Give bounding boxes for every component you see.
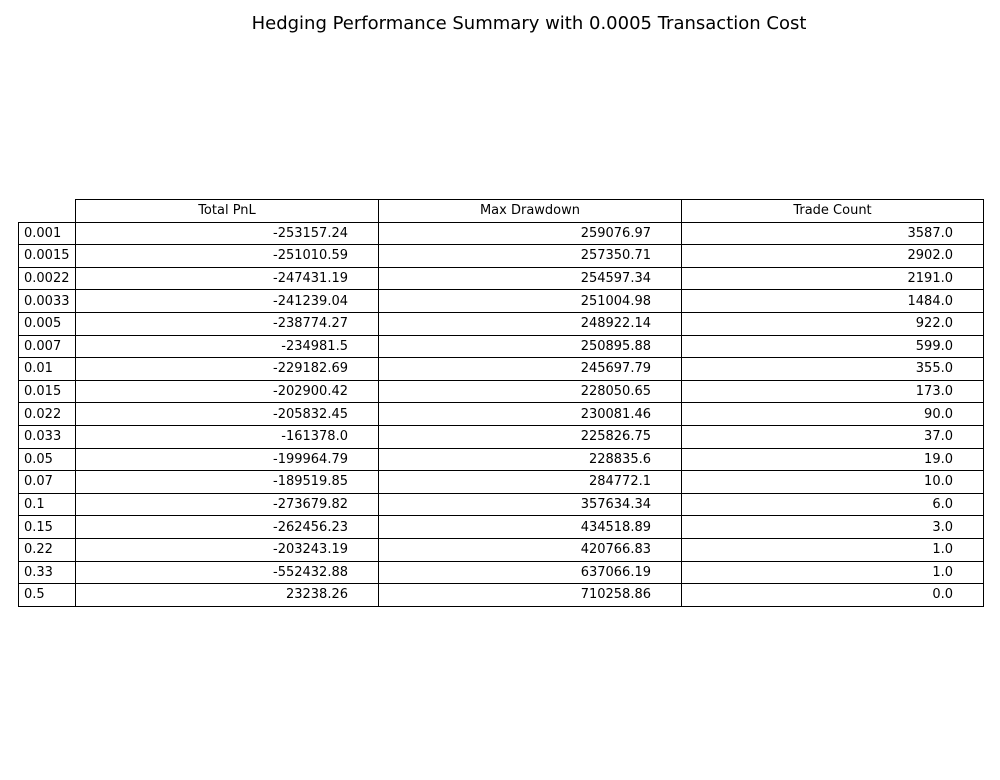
cell-max-drawdown: 257350.71 <box>379 245 682 268</box>
cell-total-pnl: -247431.19 <box>76 267 379 290</box>
cell-total-pnl: -205832.45 <box>76 403 379 426</box>
table-row <box>19 561 984 584</box>
cell-max-drawdown: 434518.89 <box>379 516 682 539</box>
cell-total-pnl: -189519.85 <box>76 471 379 494</box>
row-label: 0.5 <box>19 584 76 607</box>
cell-total-pnl: -203243.19 <box>76 538 379 561</box>
row-label: 0.15 <box>19 516 76 539</box>
table-row <box>19 245 984 268</box>
cell-trade-count: 1484.0 <box>682 290 984 313</box>
cell-trade-count: 2902.0 <box>682 245 984 268</box>
row-label: 0.0015 <box>19 245 76 268</box>
column-header-max-drawdown: Max Drawdown <box>379 200 682 223</box>
cell-trade-count: 1.0 <box>682 561 984 584</box>
table-row <box>19 493 984 516</box>
cell-total-pnl: -253157.24 <box>76 222 379 245</box>
column-header-total-pnl: Total PnL <box>76 200 379 223</box>
cell-total-pnl: -234981.5 <box>76 335 379 358</box>
table-body <box>19 222 984 606</box>
cell-trade-count: 0.0 <box>682 584 984 607</box>
cell-max-drawdown: 250895.88 <box>379 335 682 358</box>
row-label: 0.33 <box>19 561 76 584</box>
table-row <box>19 584 984 607</box>
row-label: 0.01 <box>19 358 76 381</box>
cell-trade-count: 37.0 <box>682 425 984 448</box>
table-row <box>19 538 984 561</box>
cell-trade-count: 1.0 <box>682 538 984 561</box>
table-row <box>19 267 984 290</box>
cell-max-drawdown: 254597.34 <box>379 267 682 290</box>
cell-total-pnl: -251010.59 <box>76 245 379 268</box>
row-label: 0.07 <box>19 471 76 494</box>
row-label: 0.0033 <box>19 290 76 313</box>
table-row <box>19 312 984 335</box>
cell-total-pnl: -238774.27 <box>76 312 379 335</box>
cell-total-pnl: -552432.88 <box>76 561 379 584</box>
cell-total-pnl: -199964.79 <box>76 448 379 471</box>
cell-trade-count: 355.0 <box>682 358 984 381</box>
cell-trade-count: 922.0 <box>682 312 984 335</box>
cell-total-pnl: -161378.0 <box>76 425 379 448</box>
cell-trade-count: 10.0 <box>682 471 984 494</box>
row-label: 0.033 <box>19 425 76 448</box>
data-table <box>18 199 984 607</box>
table-row <box>19 403 984 426</box>
cell-total-pnl: -262456.23 <box>76 516 379 539</box>
cell-trade-count: 3.0 <box>682 516 984 539</box>
cell-max-drawdown: 420766.83 <box>379 538 682 561</box>
chart-title: Hedging Performance Summary with 0.0005 Transaction Cost <box>251 13 807 34</box>
cell-max-drawdown: 230081.46 <box>379 403 682 426</box>
table-row <box>19 222 984 245</box>
row-label: 0.05 <box>19 448 76 471</box>
cell-max-drawdown: 710258.86 <box>379 584 682 607</box>
cell-max-drawdown: 259076.97 <box>379 222 682 245</box>
cell-total-pnl: -202900.42 <box>76 380 379 403</box>
cell-trade-count: 2191.0 <box>682 267 984 290</box>
row-label: 0.22 <box>19 538 76 561</box>
cell-trade-count: 19.0 <box>682 448 984 471</box>
cell-max-drawdown: 251004.98 <box>379 290 682 313</box>
cell-total-pnl: 23238.26 <box>76 584 379 607</box>
row-label: 0.015 <box>19 380 76 403</box>
cell-max-drawdown: 637066.19 <box>379 561 682 584</box>
cell-max-drawdown: 248922.14 <box>379 312 682 335</box>
cell-trade-count: 90.0 <box>682 403 984 426</box>
cell-trade-count: 6.0 <box>682 493 984 516</box>
cell-trade-count: 173.0 <box>682 380 984 403</box>
cell-total-pnl: -241239.04 <box>76 290 379 313</box>
column-header-trade-count: Trade Count <box>682 200 984 223</box>
cell-max-drawdown: 357634.34 <box>379 493 682 516</box>
cell-trade-count: 599.0 <box>682 335 984 358</box>
table-row <box>19 516 984 539</box>
cell-max-drawdown: 284772.1 <box>379 471 682 494</box>
cell-max-drawdown: 228050.65 <box>379 380 682 403</box>
cell-max-drawdown: 245697.79 <box>379 358 682 381</box>
corner-cell <box>19 200 76 223</box>
row-label: 0.022 <box>19 403 76 426</box>
cell-total-pnl: -229182.69 <box>76 358 379 381</box>
cell-max-drawdown: 228835.6 <box>379 448 682 471</box>
table-row <box>19 290 984 313</box>
cell-trade-count: 3587.0 <box>682 222 984 245</box>
row-label: 0.001 <box>19 222 76 245</box>
table-row <box>19 335 984 358</box>
table-row <box>19 358 984 381</box>
cell-total-pnl: -273679.82 <box>76 493 379 516</box>
header-row <box>19 200 984 223</box>
cell-max-drawdown: 225826.75 <box>379 425 682 448</box>
row-label: 0.1 <box>19 493 76 516</box>
row-label: 0.0022 <box>19 267 76 290</box>
row-label: 0.007 <box>19 335 76 358</box>
table-row <box>19 425 984 448</box>
table-row <box>19 448 984 471</box>
table-row <box>19 471 984 494</box>
table-row <box>19 380 984 403</box>
row-label: 0.005 <box>19 312 76 335</box>
